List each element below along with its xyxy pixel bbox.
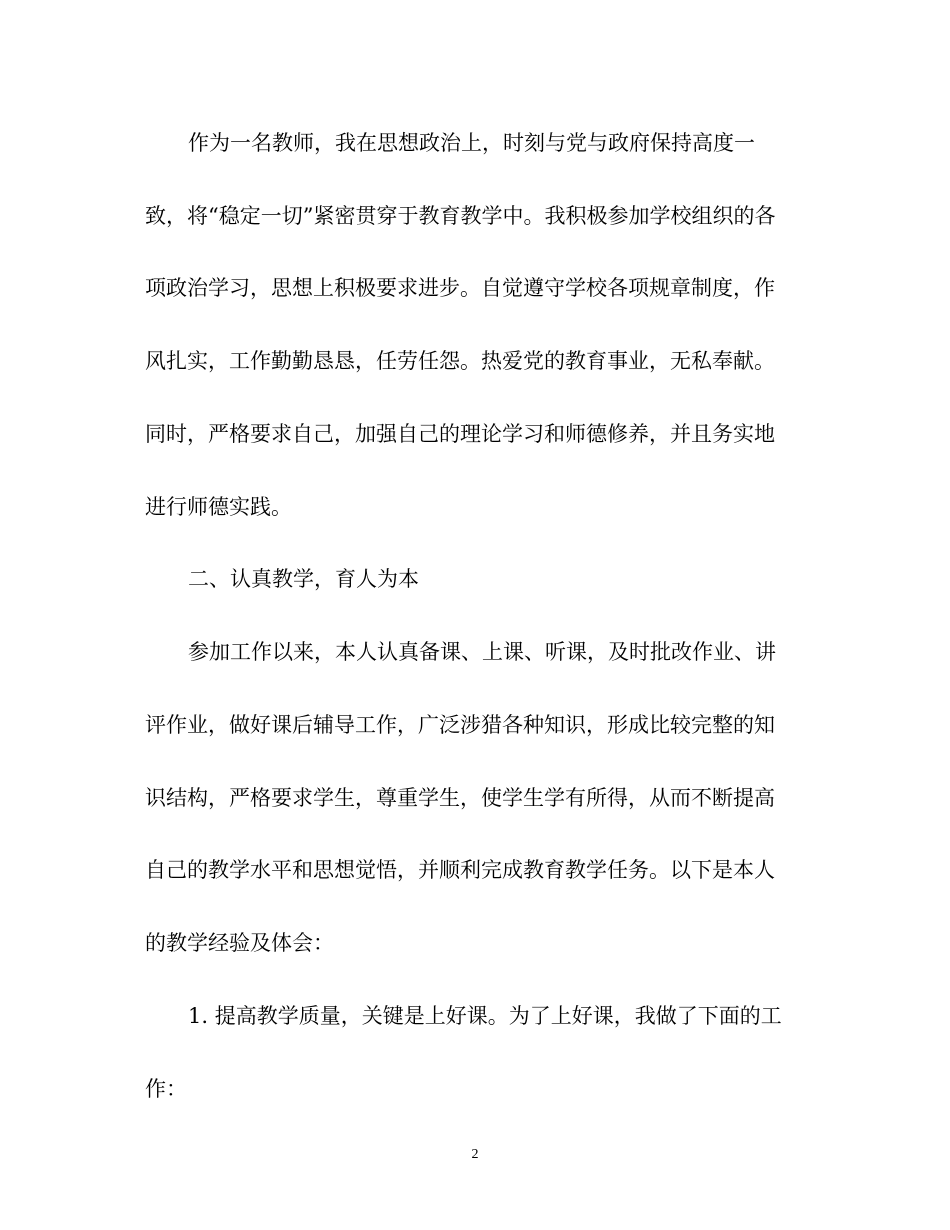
paragraph-2-line-5: 的教学经验及体会：: [145, 931, 334, 955]
paragraph-1-line-1: 作为一名教师，我在思想政治上，时刻与党与政府保持高度一: [188, 131, 755, 155]
section-heading: 二、认真教学，育人为本: [188, 567, 419, 591]
paragraph-1-line-6: 进行师德实践。: [145, 495, 292, 519]
paragraph-2-line-4: 自己的教学水平和思想觉悟，并顺利完成教育教学任务。以下是本人: [145, 858, 775, 882]
numbered-item-1-line-2: 作：: [145, 1077, 187, 1101]
paragraph-1-line-5: 同时，严格要求自己，加强自己的理论学习和师德修养，并且务实地: [145, 422, 775, 446]
paragraph-1-line-4: 风扎实，工作勤勤恳恳，任劳任怨。热爱党的教育事业，无私奉献。: [145, 349, 775, 373]
paragraph-1-line-3: 项政治学习，思想上积极要求进步。自觉遵守学校各项规章制度，作: [145, 276, 775, 300]
page-number: 2: [471, 1147, 479, 1162]
paragraph-2-line-1: 参加工作以来，本人认真备课、上课、听课，及时批改作业、讲: [188, 640, 776, 664]
numbered-item-1-line-1: 1. 提高教学质量，关键是上好课。为了上好课，我做了下面的工: [188, 1004, 782, 1028]
paragraph-1-line-2: 致，将“稳定一切”紧密贯穿于教育教学中。我积极参加学校组织的各: [145, 204, 776, 228]
paragraph-2-line-3: 识结构，严格要求学生，尊重学生，使学生学有所得，从而不断提高: [145, 786, 775, 810]
paragraph-2-line-2: 评作业，做好课后辅导工作，广泛涉猎各种知识，形成比较完整的知: [145, 713, 775, 737]
